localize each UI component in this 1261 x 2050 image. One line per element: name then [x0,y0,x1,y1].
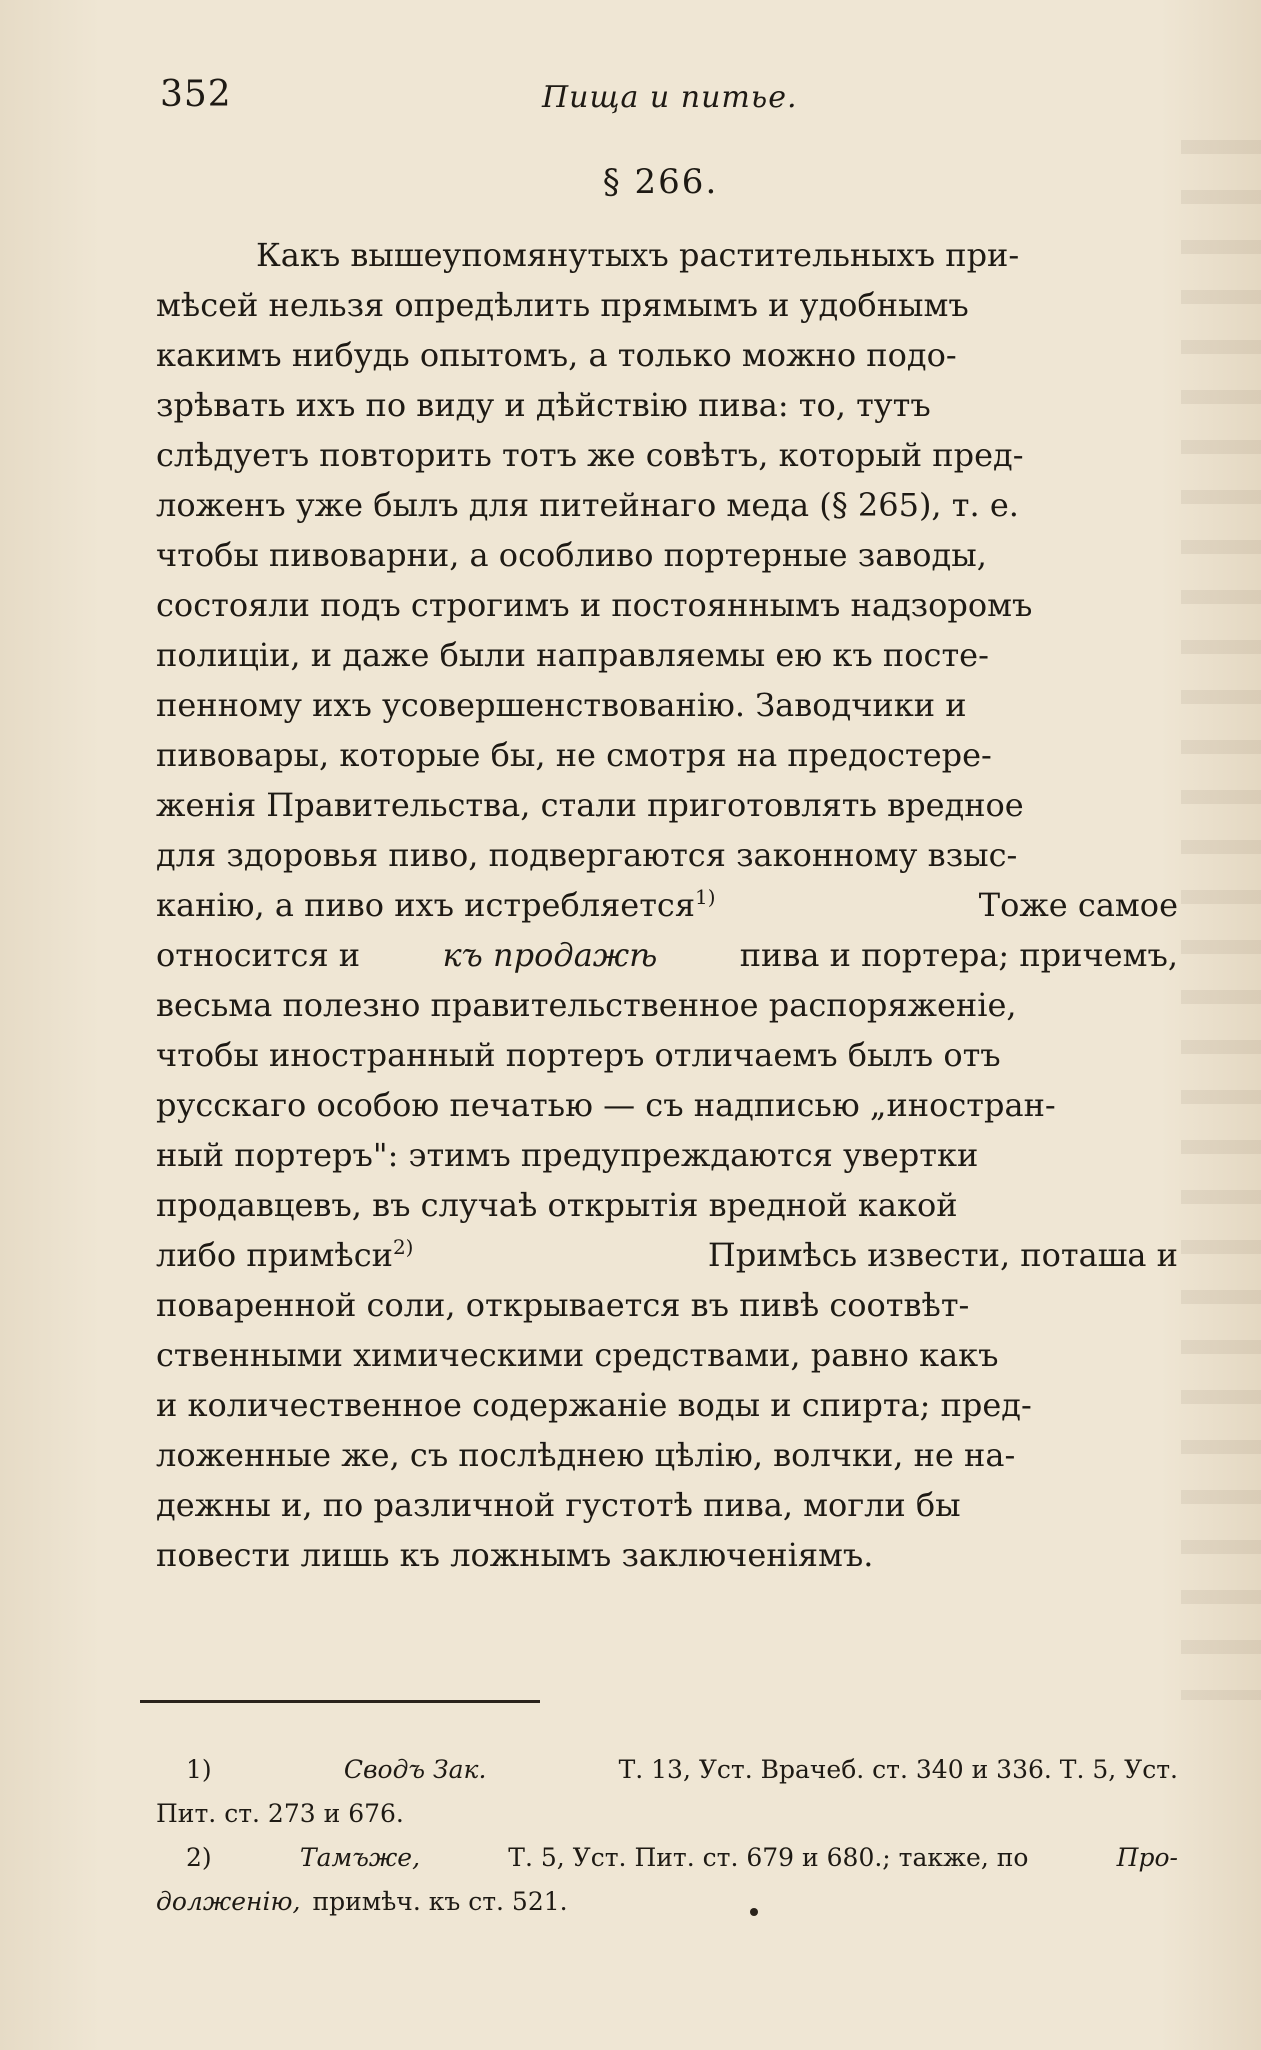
footnote-source: Сводъ Зак. [343,1755,487,1784]
text-line: для здоровья пиво, подвергаются законному взыс- [156,836,1018,874]
footnote-marker: 1) [186,1755,212,1784]
bleed-through-shadow [1181,140,1261,1700]
footnote-source: долженію, [156,1887,301,1916]
body-paragraph [156,230,1178,1580]
footnote-1-cont: Пит. ст. 273 и 676. [156,1799,404,1828]
text-line: либо примѣси$^{2)}$ Примѣсь извести, поташа и [156,1235,1178,1274]
text-line: весьма полезно правительственное распоряженіе, [156,986,1017,1024]
section-heading: § 266. [602,162,719,202]
page-number: 352 [160,74,232,115]
text-line: полиціи, и даже были направляемы ею къ посте- [156,636,989,674]
text-line: слѣдуетъ повторить тотъ же совѣтъ, который пред- [156,436,1024,474]
text-line: женія Правительства, стали приготовлять вредное [156,786,1024,824]
footnote-marker: 2) [186,1843,212,1872]
text-line: и количественное содержаніе воды и спирта; пред- [156,1386,1032,1424]
text-line: относится и къ продажѣ пива и портера; причемъ, [156,930,1178,980]
italic-phrase: къ продажѣ [442,936,658,974]
text-line: пивовары, которые бы, не смотря на предостере- [156,736,992,774]
ink-speck [750,1908,758,1916]
text-line: состояли подъ строгимъ и постояннымъ надзоромъ [156,586,1033,624]
text-line: чтобы иностранный портеръ отличаемъ былъ отъ [156,1036,1001,1074]
footnote-ref-1: 1) [695,885,716,909]
footnote-separator [140,1700,540,1703]
text-line: ственными химическими средствами, равно какъ [156,1336,999,1374]
text-line: поваренной соли, открывается въ пивѣ соотвѣт- [156,1286,970,1324]
footnotes [156,1748,1178,1924]
text-line: канію, а пиво ихъ истребляется$^{1)}$ Тоже самое [156,885,1178,924]
text-line: ложенные же, съ послѣднею цѣлію, волчки, не на- [156,1436,1016,1474]
text-line: какимъ нибудь опытомъ, а только можно подо- [156,336,957,374]
text-line: Какъ вышеупомянутыхъ растительныхъ при- [256,236,1020,274]
text-line: повести лишь къ ложнымъ заключеніямъ. [156,1536,874,1574]
running-title: Пища и питье. [542,80,798,115]
text-line: ложенъ уже былъ для питейнаго меда (§ 265), т. е. [156,486,1019,524]
text-line: пенному ихъ усовершенствованію. Заводчики и [156,686,967,724]
footnote-1: 1) Сводъ Зак. Т. 13, Уст. Врачеб. ст. 340 и 336. Т. 5, Уст. [156,1748,1178,1792]
text-line: зрѣвать ихъ по виду и дѣйствію пива: то, тутъ [156,386,931,424]
text-line: дежны и, по различной густотѣ пива, могли бы [156,1486,961,1524]
footnote-2-cont: долженію, примѣч. къ ст. 521. [156,1880,1178,1924]
footnote-ref-2: 2) [392,1235,414,1259]
footnote-source: Про- [1116,1843,1178,1872]
text-line: русскаго особою печатью — съ надписью „иностран- [156,1086,1056,1124]
text-line: ный портеръ": этимъ предупреждаются увертки [156,1136,979,1174]
text-line: мѣсей нельзя опредѣлить прямымъ и удобнымъ [156,286,969,324]
text-line: продавцевъ, въ случаѣ открытія вредной какой [156,1186,958,1224]
footnote-source: Тамъже, [299,1843,421,1872]
text-line: чтобы пивоварни, а особливо портерные заводы, [156,536,987,574]
page-header [160,74,1160,124]
footnote-2: 2) Тамъже, Т. 5, Уст. Пит. ст. 679 и 680.; также, по Про- [156,1836,1178,1880]
